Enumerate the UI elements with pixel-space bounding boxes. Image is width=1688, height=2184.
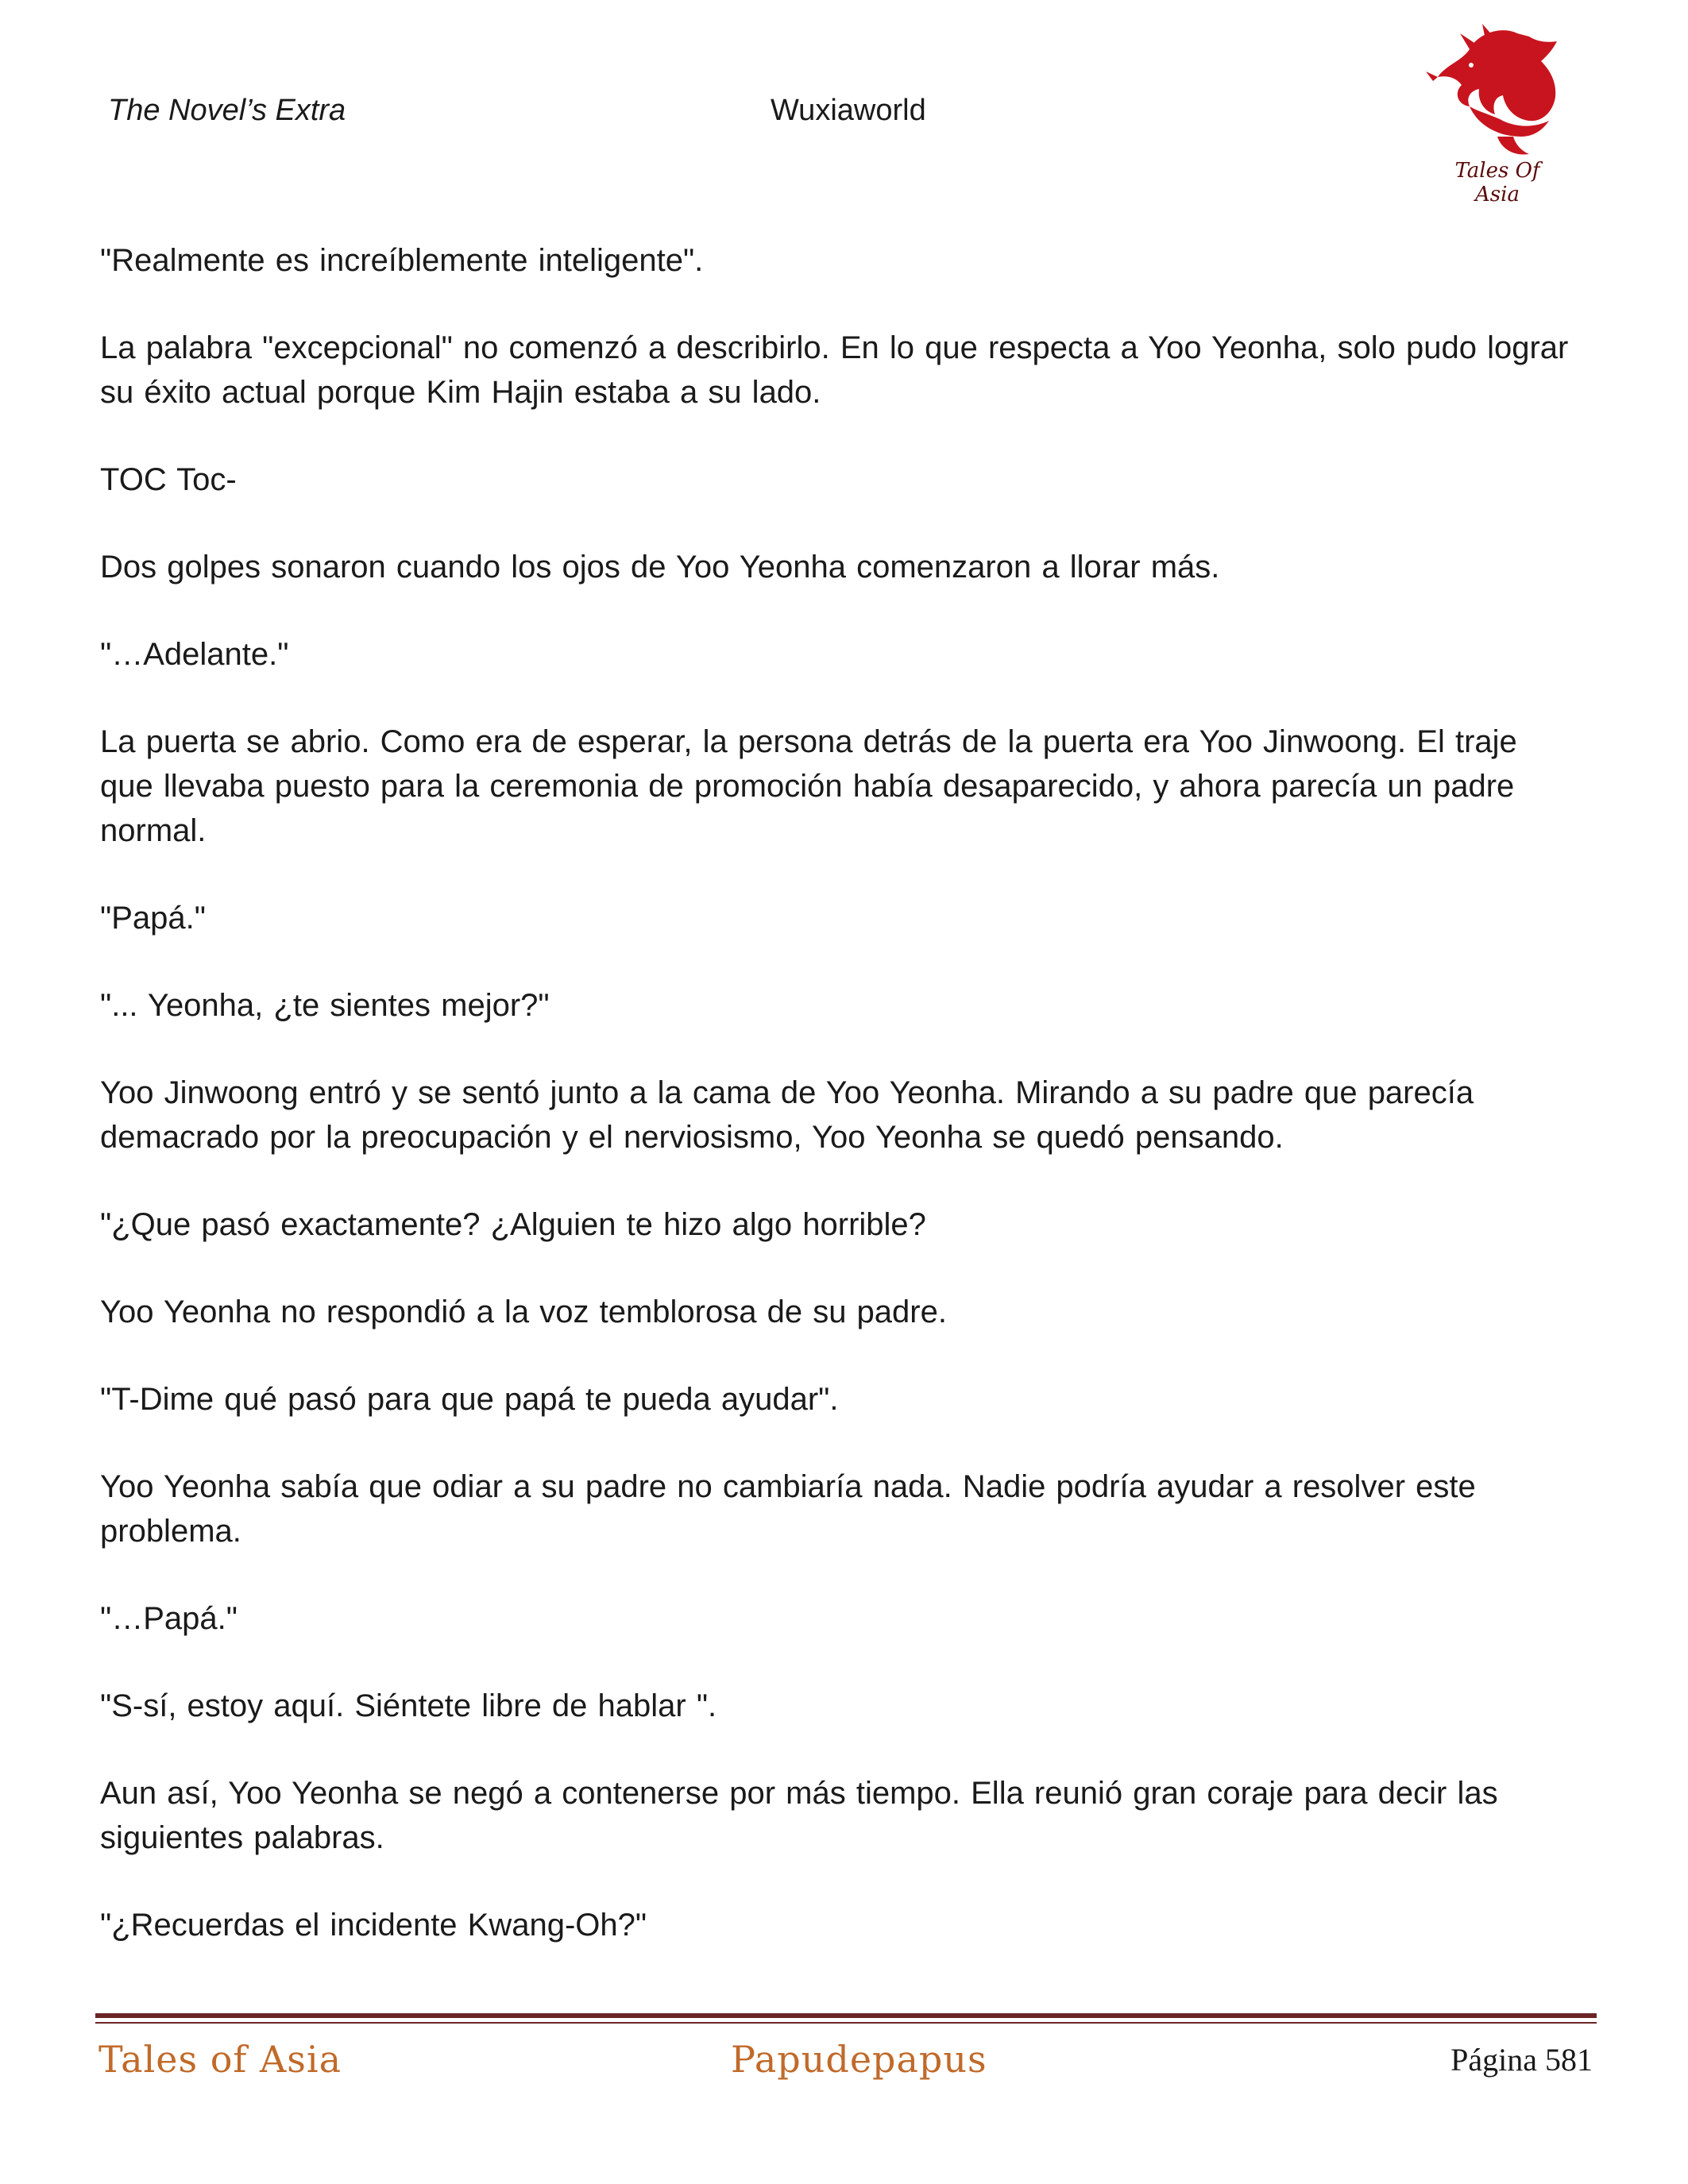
paragraph: Dos golpes sonaron cuando los ojos de Yoo Yeonha comenzaron a llorar más. — [100, 550, 1220, 585]
paragraph: Yoo Yeonha no respondió a la voz temblorosa de su padre. — [100, 1295, 947, 1329]
paragraph: Yoo Jinwoong entró y se sentó junto a la cama de Yoo Yeonha. Mirando a su padre que parecía demacrado por la preocupación y el nerviosismo, Yoo Yeonha se quedó pensando. — [100, 1075, 1474, 1155]
paragraph: "Realmente es increíblemente inteligente". — [100, 243, 704, 278]
book-title: The Novel’s Extra — [108, 94, 346, 127]
page-header — [0, 0, 1688, 206]
paragraph: Aun así, Yoo Yeonha se negó a contenerse por más tiempo. Ella reunió gran coraje para decir las siguientes palabras. — [100, 1776, 1498, 1855]
paragraph: "…Adelante." — [100, 637, 289, 672]
paragraph: "¿Que pasó exactamente? ¿Alguien te hizo algo horrible? — [100, 1207, 926, 1242]
footer-divider — [95, 2013, 1597, 2018]
logo-text: Tales Of Asia — [1454, 159, 1540, 206]
paragraph: "¿Recuerdas el incidente Kwang-Oh?" — [100, 1908, 647, 1943]
paragraph: Yoo Yeonha sabía que odiar a su padre no cambiaría nada. Nadie podría ayudar a resolver este problema. — [100, 1469, 1476, 1549]
footer-translator: Papudepapus — [731, 2038, 987, 2081]
paragraph: La puerta se abrio. Como era de esperar, la persona detrás de la puerta era Yoo Jinwoong. El traje que llevaba puesto para la ceremonia de promoción había desaparecido, y ahora parecía un padre normal. — [100, 724, 1517, 848]
paragraph: "T-Dime qué pasó para que papá te pueda ayudar". — [100, 1382, 839, 1417]
chapter-body — [100, 238, 1578, 1990]
footer-divider-thin — [95, 2022, 1597, 2024]
paragraph: "S-sí, estoy aquí. Siéntete libre de hablar ". — [100, 1688, 717, 1723]
paragraph: "... Yeonha, ¿te sientes mejor?" — [100, 988, 550, 1023]
paragraph: La palabra "excepcional" no comenzó a describirlo. En lo que respecta a Yoo Yeonha, solo pudo lograr su éxito actual porque Kim Hajin estaba a su lado. — [100, 330, 1569, 410]
paragraph: "…Papá." — [100, 1601, 238, 1636]
paragraph: TOC Toc- — [100, 462, 237, 497]
footer-brand: Tales of Asia — [98, 2038, 342, 2081]
page-number: Página 581 — [1450, 2042, 1593, 2078]
site-name: Wuxiaworld — [771, 94, 926, 127]
paragraph: "Papá." — [100, 901, 206, 936]
